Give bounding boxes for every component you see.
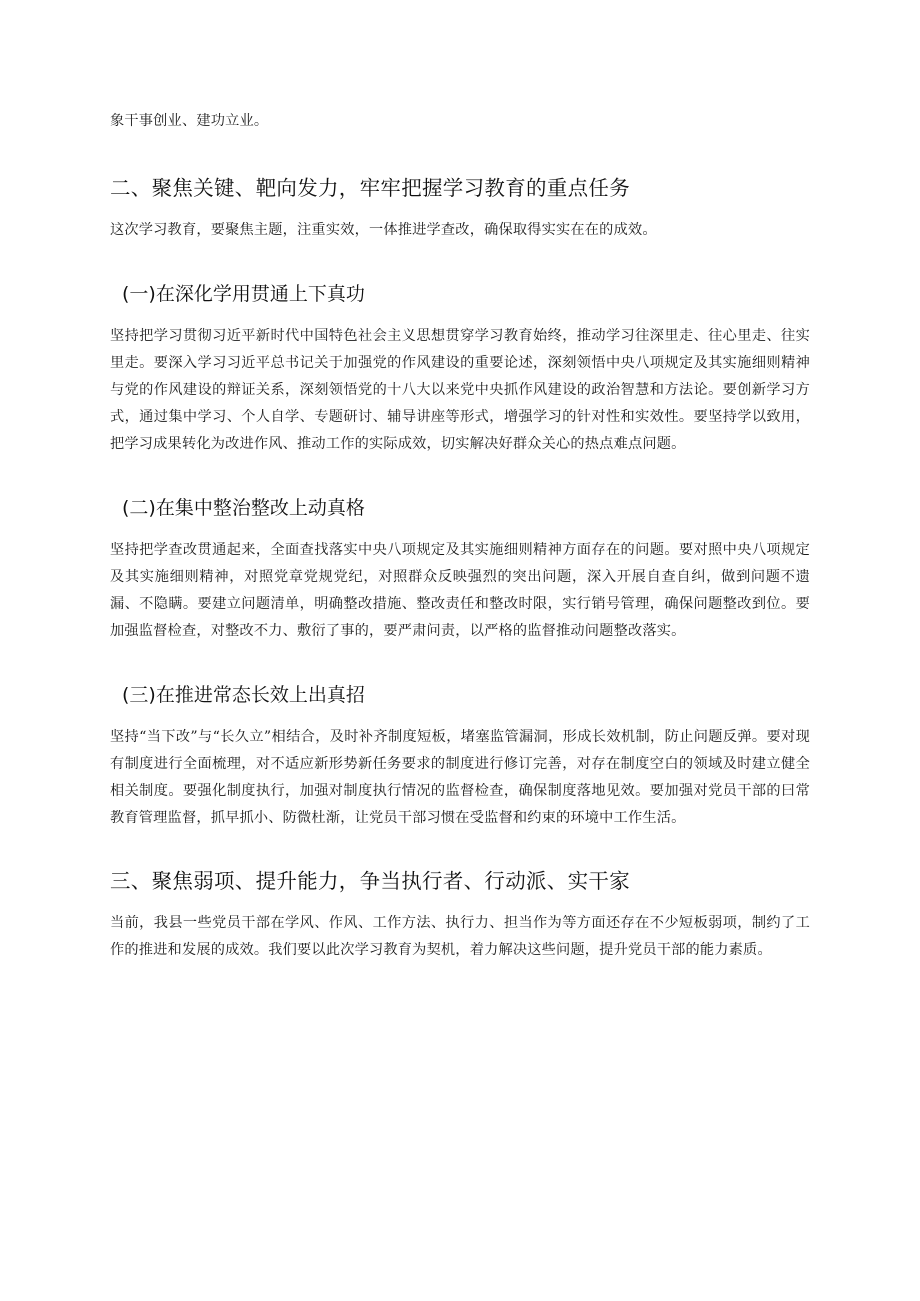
document-page (110, 108, 810, 964)
subsection-1-heading: (一)在深化学用贯通上下真功 (122, 283, 365, 305)
subsection-3-paragraph: 坚持“当下改”与“长久立”相结合，及时补齐制度短板，堵塞监管漏洞，形成长效机制，防止问题反弹。要对现有制度进行全面梳理，对不适应新形势新任务要求的制度进行修订完善，对存在制度空白的领域及时建立健全相关制度。要强化制度执行，加强对制度执行情况的监督检查，确保制度落地见效。要加强对党员干部的曰常教育管理监督，抓早抓小、防微杜渐，让党员干部习惯在受监督和约束的环境中工作生活。 (110, 729, 810, 826)
section-2-intro-paragraph: 这次学习教育，要聚焦主题，注重实效，一体推进学查改，确保取得实实在在的成效。 (110, 222, 657, 238)
section-3-paragraph: 当前，我县一些党员干部在学风、作风、工作方法、执行力、担当作为等方面还存在不少短板弱项，制约了工作的推进和发展的成效。我们要以此次学习教育为契机，着力解决这些问题，提升党员干部的能力素质。 (110, 915, 810, 958)
subsection-1-paragraph: 坚持把学习贯彻习近平新时代中国特色社会主义思想贯穿学习教育始终，推动学习往深里走、往心里走、往实里走。要深入学习习近平总书记关于加强党的作风建设的重要论述，深刻领悟中央八项规定及其实施细则精神与党的作风建设的辩证关系，深刻领悟党的十八大以来党中央抓作风建设的政治智慧和方法论。要创新学习方式，通过集中学习、个人自学、专题研讨、辅导讲座等形式，增强学习的针对性和实效性。要坚持学以致用，把学习成果转化为改进作风、推动工作的实际成效，切实解决好群众关心的热点难点问题。 (110, 328, 810, 452)
subsection-3-heading: (三)在推进常态长效上出真招 (122, 684, 365, 706)
subsection-2-paragraph: 坚持把学查改贯通起来，全面查找落实中央八项规定及其实施细则精神方面存在的问题。要对照中央八项规定及其实施细则精神，对照党章党规党纪，对照群众反映强烈的突出问题，深入开展自查自纠，做到问题不遗漏、不隐瞒。要建立问题清单，明确整改措施、整改责任和整改时限，实行销号管理，确保问题整改到位。要加强监督检查，对整改不力、敷衍了事的，要严肃问责，以严格的监督推动问题整改落实。 (110, 542, 810, 639)
section-3-heading: 三、聚焦弱项、提升能力，争当执行者、行动派、实干家 (110, 869, 630, 893)
section-2-heading: 二、聚焦关键、靶向发力，牢牢把握学习教育的重点任务 (110, 176, 630, 200)
subsection-2-heading: (二)在集中整治整改上动真格 (122, 497, 365, 519)
intro-tail-paragraph: 象干事创业、建功立业。 (110, 113, 269, 129)
